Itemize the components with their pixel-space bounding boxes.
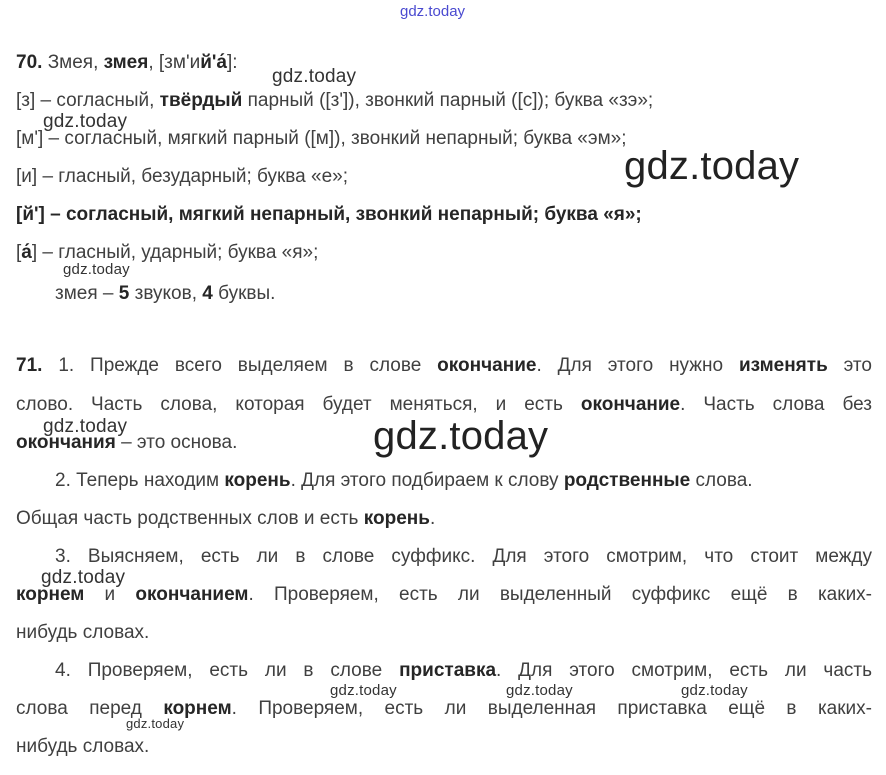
watermark: gdz.today [63,261,130,278]
watermark-large: gdz.today [373,414,549,458]
task71-p4-line2: слова перед корнем. Проверяем, есть ли выделенная приставка ещё в каких- [16,698,872,719]
task71-p4-line3: нибудь словах. [16,736,150,757]
watermark: gdz.today [43,416,128,437]
task71-p2-line1: 2. Теперь находим корень. Для этого подбираем к слову родственные слова. [55,470,753,491]
watermark: gdz.today [41,567,126,588]
task70-heading: 70. Змея, змея, [зм'ий'а́]: [16,52,238,73]
task-number: 71. [16,355,43,376]
sound-line-j: [й'] – согласный, мягкий непарный, звонкий непарный; буква «я»; [16,204,642,225]
task-number: 70. [16,52,43,73]
summary-line: змея – 5 звуков, 4 буквы. [55,283,276,304]
watermark: gdz.today [506,682,573,699]
task71-p3-line1: 3. Выясняем, есть ли в слове суффикс. Для этого смотрим, что стоит между [55,546,872,567]
task71-p1-line2: слово. Часть слова, которая будет меняться, и есть окончание. Часть слова без [16,394,872,415]
watermark: gdz.today [43,111,128,132]
task71-p3-line2: корнем и окончанием. Проверяем, есть ли выделенный суффикс ещё в каких- [16,584,873,605]
task71-p3-line3: нибудь словах. [16,622,150,643]
watermark-large: gdz.today [624,144,800,188]
sound-line-i: [и] – гласный, безударный; буква «е»; [16,166,348,187]
task71-p1-line1: 71. 1. Прежде всего выделяем в слове окончание. Для этого нужно изменять это [16,355,872,376]
sound-line-z: [з] – согласный, твёрдый парный ([з']), звонкий парный ([с]); буква «зэ»; [16,90,654,111]
task71-p1-line3: окончания – это основа. [16,432,238,453]
sound-line-m: [м'] – согласный, мягкий парный ([м]), звонкий непарный; буква «эм»; [16,128,627,149]
task71-p4-line1: 4. Проверяем, есть ли в слове приставка. Для этого смотрим, есть ли часть [55,660,872,681]
sound-line-a: [а́] – гласный, ударный; буква «я»; [16,242,319,263]
watermark-top: gdz.today [400,3,466,20]
watermark: gdz.today [330,682,397,699]
watermark: gdz.today [681,682,748,699]
task71-p2-line2: Общая часть родственных слов и есть корень. [16,508,436,529]
watermark: gdz.today [272,66,357,87]
watermark: gdz.today [126,716,185,731]
